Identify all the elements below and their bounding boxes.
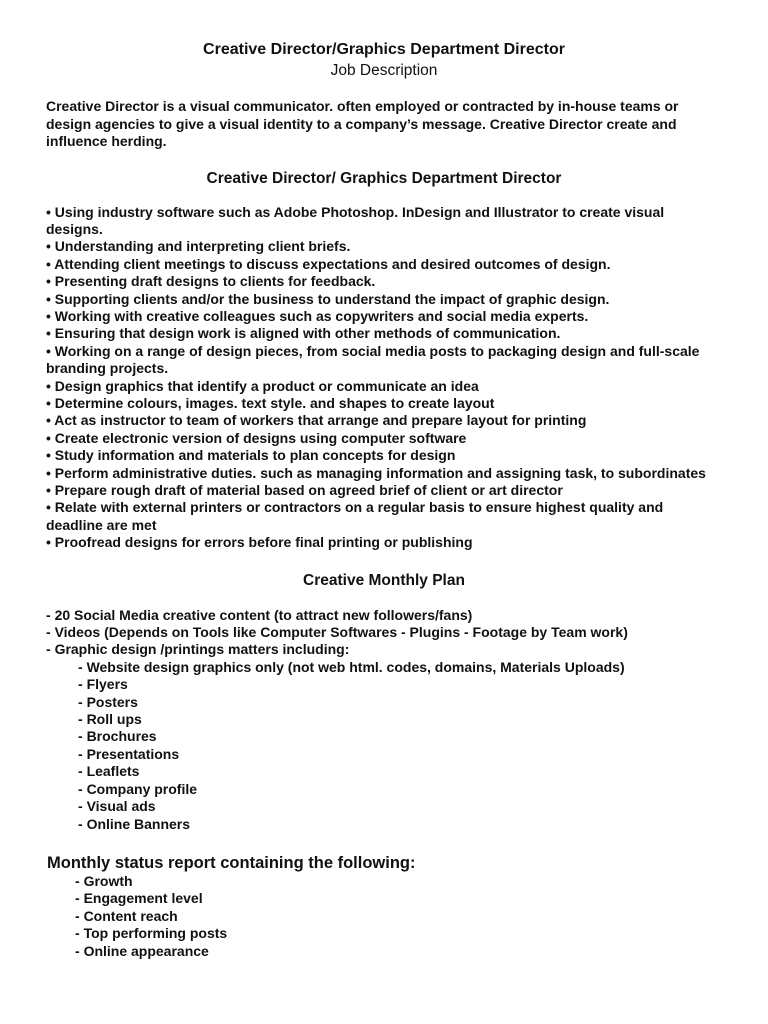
- list-item: • Relate with external printers or contractors on a regular basis to ensure highest quality and deadline are met: [46, 499, 722, 534]
- list-item: - Roll ups: [78, 711, 722, 728]
- status-report-heading: Monthly status report containing the following:: [47, 853, 416, 872]
- list-item: • Create electronic version of designs using computer software: [46, 430, 722, 447]
- list-item: - Website design graphics only (not web html. codes, domains, Materials Uploads): [78, 659, 722, 676]
- list-item: - Growth: [75, 873, 722, 890]
- list-item: • Working on a range of design pieces, from social media posts to packaging design and full-scale branding projects.: [46, 343, 722, 378]
- list-item: • Prepare rough draft of material based on agreed brief of client or art director: [46, 482, 722, 499]
- intro-paragraph: Creative Director is a visual communicator. often employed or contracted by in-house teams or design agencies to give a visual identity to a company’s message. Creative Director create and influence herding.: [46, 98, 679, 149]
- list-item: • Study information and materials to plan concepts for design: [46, 447, 722, 464]
- document-subtitle: Job Description: [330, 62, 438, 79]
- list-item: • Perform administrative duties. such as managing information and assigning task, to subordinates: [46, 465, 722, 482]
- list-item: • Design graphics that identify a product or communicate an idea: [46, 378, 722, 395]
- status-report-list: [46, 873, 722, 960]
- list-item: • Supporting clients and/or the business to understand the impact of graphic design.: [46, 291, 722, 308]
- list-item: - Company profile: [78, 781, 722, 798]
- list-item: • Ensuring that design work is aligned with other methods of communication.: [46, 325, 722, 342]
- list-item: - Flyers: [78, 676, 722, 693]
- list-item: • Understanding and interpreting client briefs.: [46, 238, 722, 255]
- list-item: • Working with creative colleagues such as copywriters and social media experts.: [46, 308, 722, 325]
- list-item: - Graphic design /printings matters including:: [46, 641, 722, 658]
- list-item: - Top performing posts: [75, 925, 722, 942]
- list-item: - Online appearance: [75, 943, 722, 960]
- list-item: - 20 Social Media creative content (to attract new followers/fans): [46, 607, 722, 624]
- list-item: - Engagement level: [75, 890, 722, 907]
- list-item: - Presentations: [78, 746, 722, 763]
- list-item: • Attending client meetings to discuss expectations and desired outcomes of design.: [46, 256, 722, 273]
- list-item: - Leaflets: [78, 763, 722, 780]
- list-item: - Visual ads: [78, 798, 722, 815]
- list-item: • Proofread designs for errors before final printing or publishing: [46, 534, 722, 551]
- monthly-plan-heading: Creative Monthly Plan: [303, 571, 465, 589]
- responsibilities-list: [46, 204, 722, 552]
- list-item: • Presenting draft designs to clients for feedback.: [46, 273, 722, 290]
- list-item: • Using industry software such as Adobe Photoshop. InDesign and Illustrator to create visual designs.: [46, 204, 722, 239]
- list-item: - Brochures: [78, 728, 722, 745]
- list-item: - Online Banners: [78, 816, 722, 833]
- graphic-design-items-list: [46, 659, 722, 833]
- list-item: • Determine colours, images. text style. and shapes to create layout: [46, 395, 722, 412]
- list-item: • Act as instructor to team of workers that arrange and prepare layout for printing: [46, 412, 722, 429]
- document-title: Creative Director/Graphics Department Director: [203, 41, 565, 58]
- responsibilities-heading: Creative Director/ Graphics Department Director: [206, 169, 562, 187]
- list-item: - Videos (Depends on Tools like Computer Softwares - Plugins - Footage by Team work): [46, 624, 722, 641]
- list-item: - Posters: [78, 694, 722, 711]
- list-item: - Content reach: [75, 908, 722, 925]
- monthly-plan-list: [46, 607, 722, 659]
